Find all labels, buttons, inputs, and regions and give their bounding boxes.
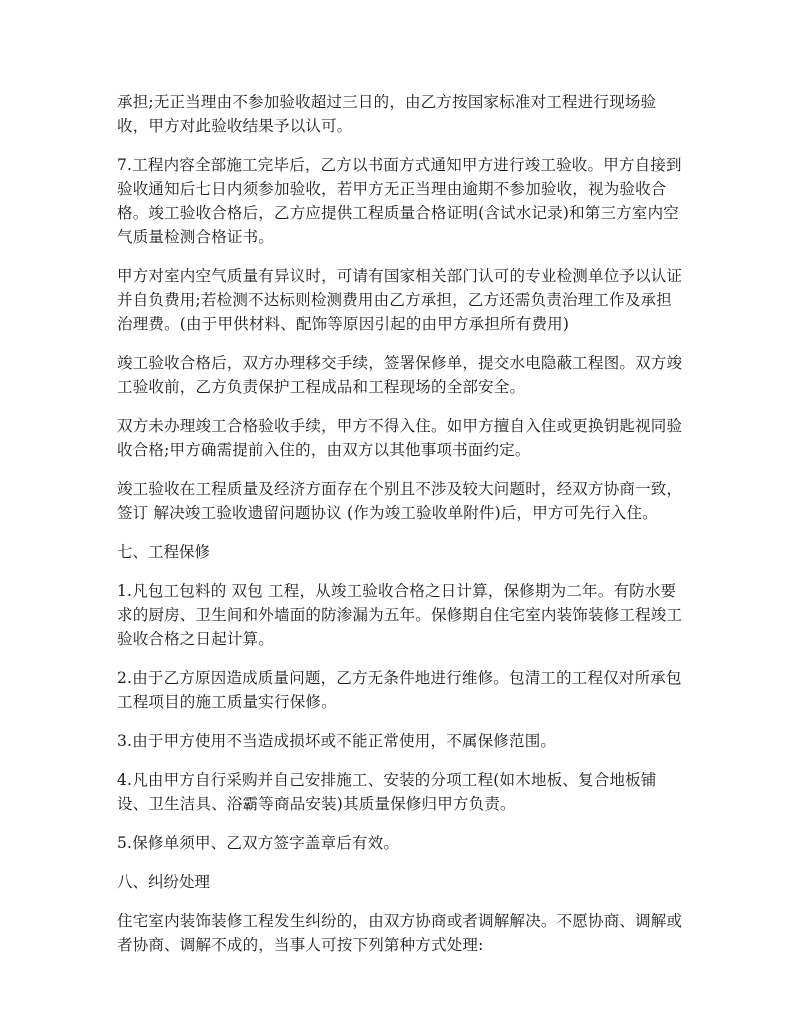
text-line: 者协商、调解不成的，当事人可按下列第种方式处理:: [117, 936, 484, 954]
paragraph-acceptance-default: [117, 90, 687, 138]
text-line: 格。竣工验收合格后，乙方应提供工程质量合格证明(含试水记录)和第三方室内空: [117, 204, 679, 222]
text-line: 承担;无正当理由不参加验收超过三日的，由乙方按国家标准对工程进行现场验: [117, 93, 657, 111]
text-line: 收合格;甲方确需提前入住的，由双方以其他事项书面约定。: [117, 441, 531, 459]
paragraph-warranty-3: [117, 729, 687, 753]
text-line: 双方未办理竣工合格验收手续，甲方不得入住。如甲方擅自入住或更换钥匙视同验: [117, 417, 683, 435]
text-line: 2.由于乙方原因造成质量问题，乙方无条件地进行维修。包清工的工程仅对所承包: [117, 669, 682, 687]
paragraph-disputes: [117, 909, 687, 957]
text-line: 工验收前，乙方负责保护工程成品和工程现场的全部安全。: [117, 378, 526, 396]
text-line: 收，甲方对此验收结果予以认可。: [117, 117, 353, 135]
text-line: 治理费。(由于甲供材料、配饰等原因引起的由甲方承担所有费用): [117, 315, 570, 333]
heading-text: 八、纠纷处理: [117, 873, 211, 891]
text-line: 工程项目的施工质量实行保修。: [117, 693, 337, 711]
text-line: 3.由于甲方使用不当造成损坏或不能正常使用，不属保修范围。: [117, 732, 557, 750]
text-line: 竣工验收合格后，双方办理移交手续，签署保修单，提交水电隐蔽工程图。双方竣: [117, 354, 683, 372]
text-line: 4.凡由甲方自行采购并自己安排施工、安装的分项工程(如木地板、复合地板铺: [117, 771, 657, 789]
heading-text: 七、工程保修: [117, 543, 211, 561]
text-line: 设、卫生洁具、浴霸等商品安装)其质量保修归甲方负责。: [117, 795, 516, 813]
text-line: 并自负费用;若检测不达标则检测费用由乙方承担，乙方还需负责治理工作及承担: [117, 291, 672, 309]
document-page: [117, 90, 687, 972]
text-line: 住宅室内装饰装修工程发生纠纷的，由双方协商或者调解解决。不愿协商、调解或: [117, 912, 683, 930]
paragraph-handover: [117, 351, 687, 399]
paragraph-warranty-4: [117, 768, 687, 816]
text-line: 7.工程内容全部施工完毕后，乙方以书面方式通知甲方进行竣工验收。甲方自接到: [117, 156, 682, 174]
text-line: 甲方对室内空气质量有异议时，可请有国家相关部门认可的专业检测单位予以认证: [117, 267, 683, 285]
paragraph-move-in: [117, 414, 687, 462]
text-line: 验收通知后七日内须参加验收，若甲方无正当理由逾期不参加验收，视为验收合: [117, 180, 667, 198]
section-heading-disputes: [117, 870, 687, 894]
paragraph-warranty-5: [117, 831, 687, 855]
text-line: 5.保修单须甲、乙双方签字盖章后有效。: [117, 834, 400, 852]
paragraph-air-quality: [117, 264, 687, 336]
text-line: 竣工验收在工程质量及经济方面存在个别且不涉及较大问题时，经双方协商一致，: [117, 480, 683, 498]
text-line: 气质量检测合格证书。: [117, 228, 275, 246]
paragraph-clause-7: [117, 153, 687, 249]
text-line: 验收合格之日起计算。: [117, 630, 275, 648]
text-line: 签订 解决竣工验收遗留问题协议 (作为竣工验收单附件)后，甲方可先行入住。: [117, 504, 658, 522]
paragraph-minor-issues: [117, 477, 687, 525]
section-heading-warranty: [117, 540, 687, 564]
text-line: 1.凡包工包料的 双包 工程，从竣工验收合格之日计算，保修期为二年。有防水要: [117, 582, 677, 600]
paragraph-warranty-1: [117, 579, 687, 651]
text-line: 求的厨房、卫生间和外墙面的防渗漏为五年。保修期自住宅室内装饰装修工程竣工: [117, 606, 683, 624]
paragraph-warranty-2: [117, 666, 687, 714]
